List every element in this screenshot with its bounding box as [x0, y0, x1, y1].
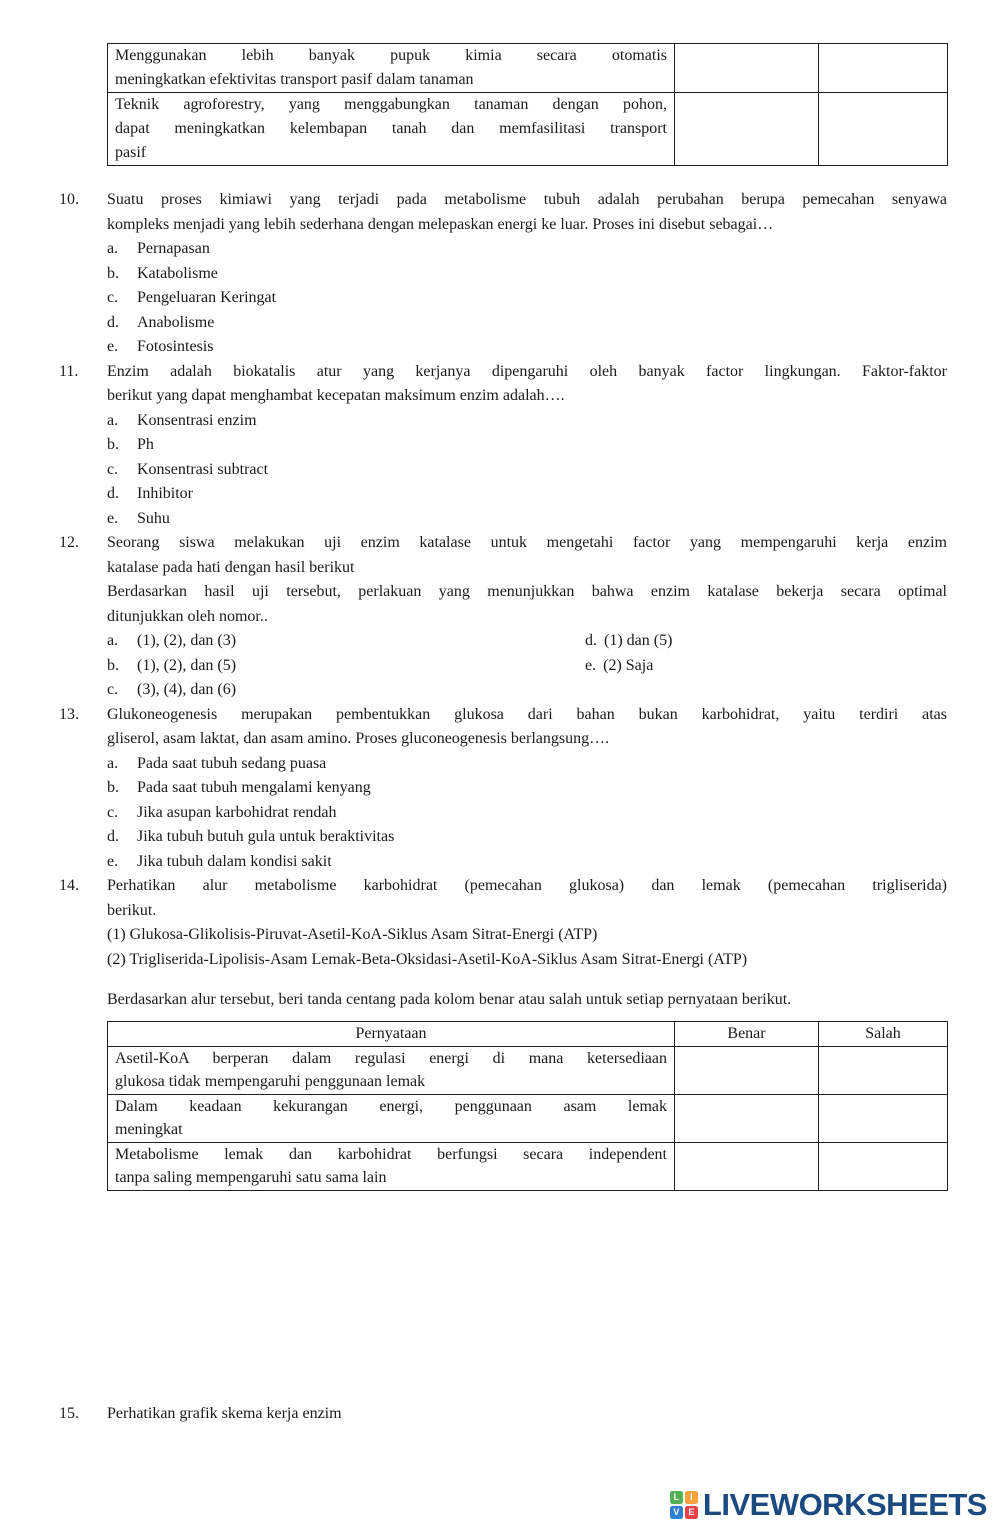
- table-row: [108, 1046, 948, 1094]
- text-line: Teknik agroforestry, yang menggabungkan tanaman dengan pohon,: [115, 96, 667, 113]
- option-text: Jika tubuh butuh gula untuk beraktivitas: [137, 828, 395, 845]
- option-text: Katabolisme: [137, 264, 218, 282]
- option-letter: d.: [107, 485, 119, 502]
- option-a[interactable]: [107, 629, 585, 654]
- question-number: 11.: [59, 362, 79, 380]
- option-letter: d.: [107, 828, 119, 845]
- salah-answer-cell[interactable]: [819, 1142, 948, 1190]
- question-number: 14.: [59, 877, 79, 894]
- question-13: [59, 703, 947, 875]
- question-number: 15.: [59, 1405, 79, 1422]
- question-text: berikut.: [107, 901, 157, 919]
- benar-header: Benar: [675, 1022, 819, 1047]
- option-letter: c.: [107, 681, 119, 698]
- pathway-item-1: (1) Glukosa-Glikolisis-Piruvat-Asetil-KoA-Siklus Asam Sitrat-Energi (ATP): [107, 926, 598, 943]
- pernyataan-header: Pernyataan: [108, 1022, 675, 1047]
- text-line: pasif: [115, 144, 147, 161]
- logo-wordmark: LIVEWORKSHEETS: [702, 1487, 987, 1522]
- salah-answer-cell[interactable]: [819, 1094, 948, 1142]
- option-b[interactable]: [107, 776, 947, 801]
- option-e[interactable]: [107, 507, 947, 532]
- option-c[interactable]: [107, 458, 947, 483]
- benar-answer-cell[interactable]: [675, 1142, 819, 1190]
- option-e[interactable]: [107, 335, 947, 360]
- option-text: (1) dan (5): [604, 632, 673, 649]
- salah-answer-cell[interactable]: [819, 93, 948, 166]
- questions-block: [59, 188, 947, 1013]
- text-line: meningkat: [115, 1121, 183, 1138]
- logo-grid-icon: [670, 1491, 699, 1520]
- option-d[interactable]: [585, 629, 672, 654]
- option-letter: e.: [107, 338, 119, 355]
- option-letter: b.: [107, 436, 119, 453]
- statement-cell: [108, 1142, 675, 1190]
- option-letter: b.: [107, 264, 119, 282]
- instruction-text: Berdasarkan alur tersebut, beri tanda centang pada kolom benar atau salah untuk setiap pernyataan berikut.: [107, 991, 792, 1008]
- option-text: Suhu: [137, 509, 170, 527]
- salah-header: Salah: [819, 1022, 948, 1047]
- table-row: [108, 93, 948, 166]
- table-row: [108, 1142, 948, 1190]
- statement-cell: [108, 93, 675, 166]
- option-text: Pengeluaran Keringat: [137, 289, 277, 306]
- option-c[interactable]: [107, 801, 947, 826]
- option-text: Konsentrasi subtract: [137, 460, 269, 478]
- option-a[interactable]: [107, 409, 947, 434]
- text-line: Menggunakan lebih banyak pupuk kimia secara otomatis: [115, 47, 667, 64]
- option-a[interactable]: [107, 752, 947, 777]
- question-text: Perhatikan alur metabolisme karbohidrat (pemecahan glukosa) dan lemak (pemecahan trigliserida): [107, 877, 947, 894]
- question-text: Enzim adalah biokatalis atur yang kerjanya dipengaruhi oleh banyak factor lingkungan. Faktor-faktor: [107, 362, 947, 380]
- question-text: Berdasarkan hasil uji tersebut, perlakuan yang menunjukkan bahwa enzim katalase bekerja secara optimal: [107, 583, 947, 600]
- benar-answer-cell[interactable]: [675, 93, 819, 166]
- option-text: (1), (2), dan (3): [137, 632, 237, 649]
- salah-answer-cell[interactable]: [819, 1046, 948, 1094]
- option-row: [107, 654, 947, 679]
- question-text: Glukoneogenesis merupakan pembentukkan glukosa dari bahan bukan karbohidrat, yaitu terdiri atas: [107, 705, 947, 723]
- option-letter: d.: [107, 313, 119, 331]
- benar-answer-cell[interactable]: [675, 44, 819, 93]
- question-number: 13.: [59, 705, 79, 723]
- logo-square-l: L: [670, 1491, 683, 1504]
- question-number: 12.: [59, 534, 79, 551]
- option-letter: c.: [107, 289, 119, 306]
- option-e[interactable]: [107, 850, 947, 875]
- text-line: meningkatkan efektivitas transport pasif dalam tanaman: [115, 71, 474, 88]
- table-header-row: [108, 1022, 948, 1047]
- question-text: Perhatikan grafik skema kerja enzim: [107, 1405, 342, 1422]
- option-letter: e.: [107, 852, 119, 870]
- question-text: berikut yang dapat menghambat kecepatan maksimum enzim adalah….: [107, 387, 565, 404]
- text-line: Asetil-KoA berperan dalam regulasi energi di mana ketersediaan: [115, 1049, 667, 1067]
- question-15: [59, 1402, 947, 1427]
- option-letter: b.: [107, 656, 119, 674]
- option-text: Konsentrasi enzim: [137, 411, 257, 429]
- liveworksheets-logo: [670, 1487, 987, 1523]
- salah-answer-cell[interactable]: [819, 44, 948, 93]
- option-text: Pada saat tubuh sedang puasa: [137, 754, 327, 772]
- option-d[interactable]: [107, 482, 947, 507]
- option-text: Ph: [137, 436, 154, 453]
- option-text: (1), (2), dan (5): [137, 656, 237, 674]
- option-letter: c.: [107, 803, 119, 821]
- option-b[interactable]: [107, 654, 585, 679]
- question-10: [59, 188, 947, 360]
- question-text: katalase pada hati dengan hasil berikut: [107, 558, 355, 576]
- question-14: [59, 874, 947, 1013]
- text-line: dapat meningkatkan kelembapan tanah dan memfasilitasi transport: [115, 120, 667, 137]
- option-text: (3), (4), dan (6): [137, 681, 237, 698]
- option-b[interactable]: [107, 262, 947, 287]
- option-letter: b.: [107, 779, 119, 796]
- text-line: tanpa saling mempengaruhi satu sama lain: [115, 1169, 387, 1186]
- statement-cell: [108, 1046, 675, 1094]
- option-d[interactable]: [107, 825, 947, 850]
- question-text: kompleks menjadi yang lebih sederhana dengan melepaskan energi ke luar. Proses ini disebut sebagai…: [107, 215, 774, 233]
- table-row: [108, 44, 948, 93]
- statement-cell: [108, 44, 675, 93]
- option-text: Pernapasan: [137, 240, 210, 257]
- benar-answer-cell[interactable]: [675, 1046, 819, 1094]
- text-line: glukosa tidak mempengaruhi penggunaan lemak: [115, 1073, 426, 1090]
- benar-answer-cell[interactable]: [675, 1094, 819, 1142]
- option-text: Pada saat tubuh mengalami kenyang: [137, 779, 371, 796]
- option-text: Anabolisme: [137, 313, 215, 331]
- truefalse-table: [107, 1021, 948, 1191]
- option-row: [107, 629, 947, 654]
- option-letter: e.: [585, 656, 597, 674]
- option-letter: a.: [107, 754, 119, 772]
- option-d[interactable]: [107, 311, 947, 336]
- option-text: Fotosintesis: [137, 338, 214, 355]
- question-number: 10.: [59, 191, 79, 208]
- pathway-item-2: (2) Trigliserida-Lipolisis-Asam Lemak-Beta-Oksidasi-Asetil-KoA-Siklus Asam Sitrat-Energi (ATP): [107, 950, 748, 968]
- option-b[interactable]: [107, 433, 947, 458]
- option-text: Jika asupan karbohidrat rendah: [137, 803, 337, 821]
- option-text: Inhibitor: [137, 485, 193, 502]
- logo-square-v: V: [670, 1506, 683, 1519]
- text-line: Dalam keadaan kekurangan energi, penggunaan asam lemak: [115, 1097, 667, 1115]
- question-11: [59, 360, 947, 532]
- transport-statement-table: [107, 43, 948, 166]
- table-row: [108, 1094, 948, 1142]
- question-text: ditunjukkan oleh nomor..: [107, 607, 268, 625]
- text-line: Metabolisme lemak dan karbohidrat berfungsi secara independent: [115, 1145, 667, 1163]
- option-letter: c.: [107, 460, 119, 478]
- statement-cell: [108, 1094, 675, 1142]
- option-c[interactable]: [107, 286, 947, 311]
- option-c[interactable]: [107, 678, 947, 703]
- option-letter: a.: [107, 632, 119, 649]
- option-text: Jika tubuh dalam kondisi sakit: [137, 852, 332, 870]
- option-e[interactable]: [585, 654, 653, 679]
- option-a[interactable]: [107, 237, 947, 262]
- logo-square-e: E: [685, 1506, 698, 1519]
- question-12: [59, 531, 947, 703]
- option-letter: e.: [107, 509, 119, 527]
- question-text: gliserol, asam laktat, dan asam amino. Proses gluconeogenesis berlangsung….: [107, 730, 610, 747]
- option-letter: d.: [585, 632, 597, 649]
- question-text: Seorang siswa melakukan uji enzim katalase untuk mengetahi factor yang mempengaruhi kerja enzim: [107, 534, 947, 551]
- option-letter: a.: [107, 240, 119, 257]
- question-text: Suatu proses kimiawi yang terjadi pada metabolisme tubuh adalah perubahan berupa pemecahan senyawa: [107, 191, 947, 208]
- logo-square-i: I: [685, 1491, 698, 1504]
- option-text: (2) Saja: [603, 656, 654, 674]
- option-letter: a.: [107, 411, 119, 429]
